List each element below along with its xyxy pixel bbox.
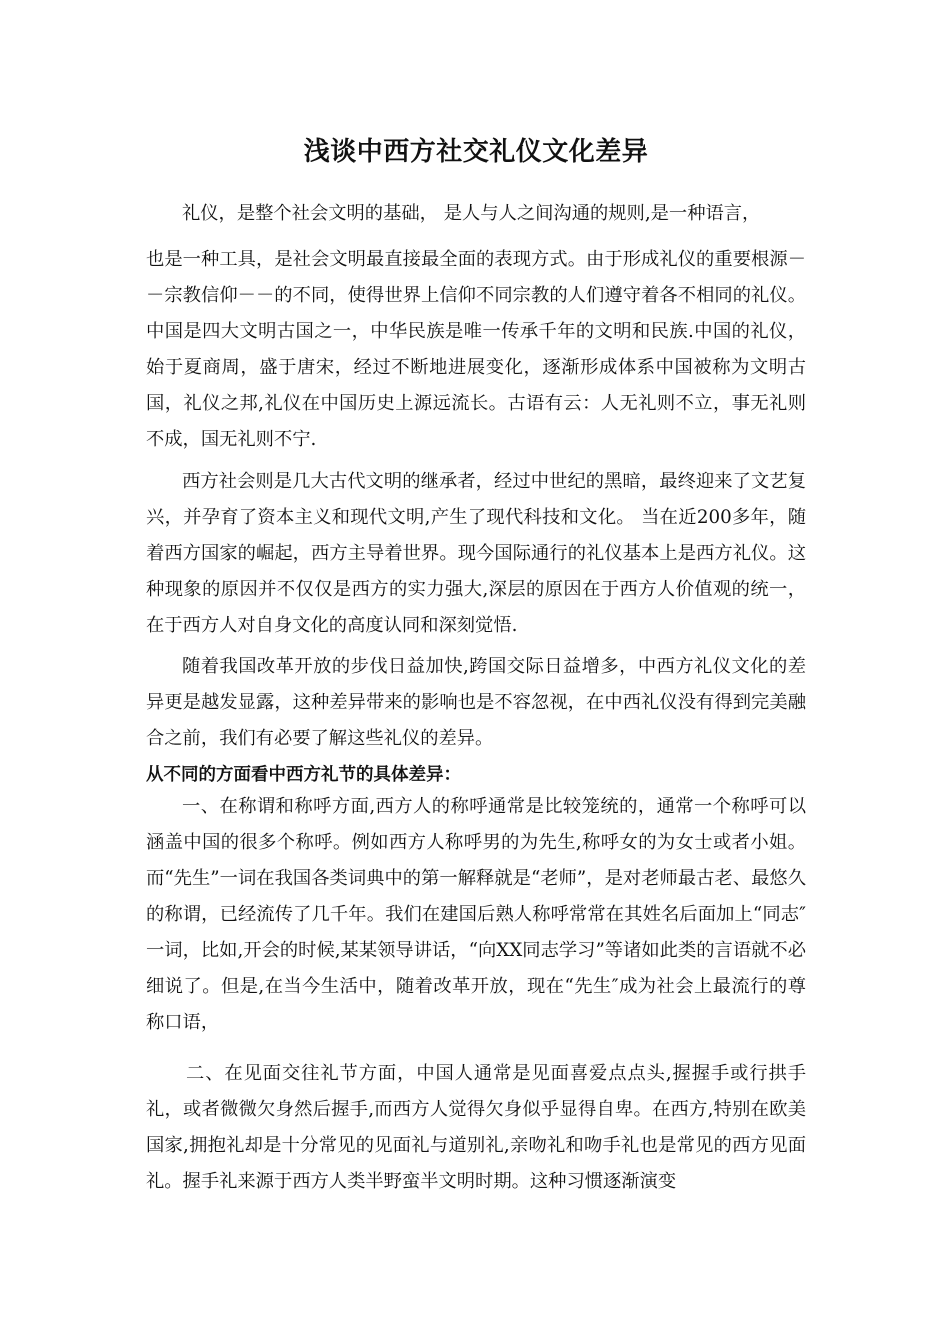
paragraph-west-society: 西方社会则是几大古代文明的继承者，经过中世纪的黑暗，最终迎来了文艺复兴，并孕育了资本主义和现代文明,产生了现代科技和文化。 当在近200多年，随着西方国家的崛起，西方主导着世界。现今国际通行的礼仪基本上是西方礼仪。这种现象的原因并不仅仅是西方的实力强大,深层的原因在于西方人价值观的统一，在于西方人对自身文化的高度认同和深刻觉悟. [146, 471, 806, 636]
paragraph-intro-first-line: 礼仪，是整个社会文明的基础， 是人与人之间沟通的规则,是一种语言， [182, 203, 761, 224]
document-title: 浅谈中西方社交礼仪文化差异 [303, 137, 649, 167]
page-content [146, 0, 806, 1344]
paragraph-differences-intro: 随着我国改革开放的步伐日益加快,跨国交际日益增多，中西方礼仪文化的差异更是越发显露，这种差异带来的影响也是不容忽视，在中西礼仪没有得到完美融合之前，我们有必要了解这些礼仪的差异。 [146, 656, 806, 749]
paragraph-titles-addressing: 一、在称谓和称呼方面,西方人的称呼通常是比较笼统的，通常一个称呼可以涵盖中国的很多个称呼。例如西方人称呼男的为先生,称呼女的为女士或者小姐。而“先生”一词在我国各类词典中的第一解释就是“老师”，是对老师最古老、最悠久的称谓，已经流传了几千年。我们在建国后熟人称呼常常在其姓名后面加上“同志″一词，比如,开会的时候,某某领导讲话，“向XX同志学习”等诸如此类的言语就不必细说了。但是,在当今生活中，随着改革开放，现在“先生″成为社会上最流行的尊称口语， [146, 796, 806, 1033]
section-heading: 从不同的方面看中西方礼节的具体差异： [146, 765, 461, 785]
paragraph-intro-body: 也是一种工具，是社会文明最直接最全面的表现方式。由于形成礼仪的重要根源－－宗教信仰－－的不同，使得世界上信仰不同宗教的人们遵守着各不相同的礼仪。中国是四大文明古国之一，中华民族是唯一传承千年的文明和民族.中国的礼仪，始于夏商周，盛于唐宋，经过不断地进展变化，逐渐形成体系中国被称为文明古国，礼仪之邦,礼仪在中国历史上源远流长。古语有云：人无礼则不立，事无礼则不成，国无礼则不宁. [146, 249, 806, 450]
paragraph-intro [146, 196, 806, 458]
paragraph-greeting-etiquette: 二、在见面交往礼节方面，中国人通常是见面喜爱点点头,握握手或行拱手礼，或者微微欠身然后握手,而西方人觉得欠身似乎显得自卑。在西方,特别在欧美国家,拥抱礼却是十分常见的见面礼与道别礼,亲吻礼和吻手礼也是常见的西方见面礼。握手礼来源于西方人类半野蛮半文明时期。这种习惯逐渐演变 [146, 1063, 806, 1192]
